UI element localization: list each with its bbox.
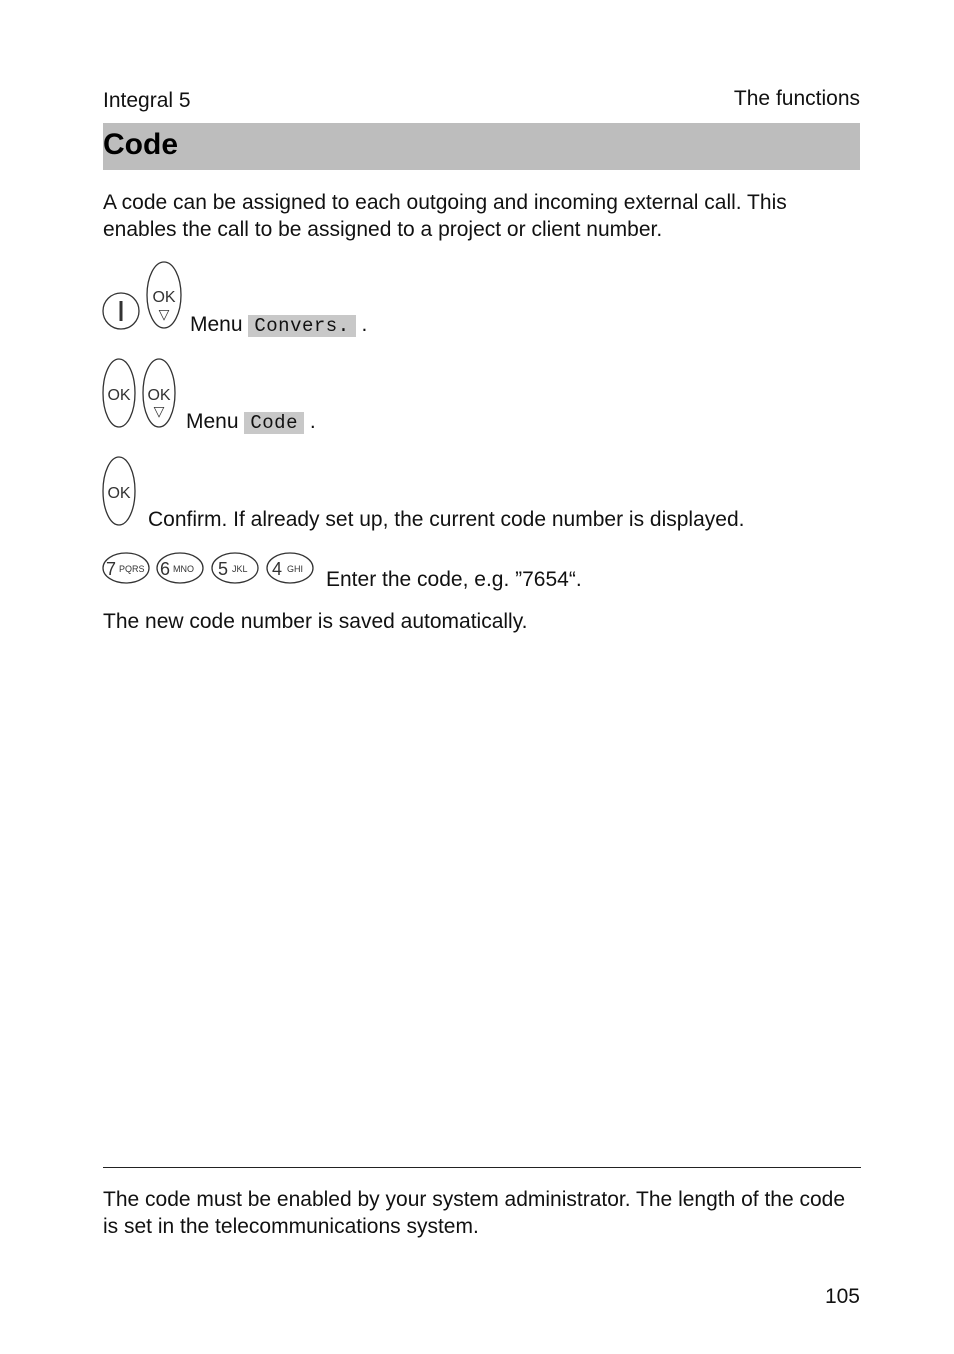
section-title-bar bbox=[103, 123, 860, 170]
step-4-text: Enter the code, e.g. ”7654“. bbox=[326, 568, 582, 591]
digit-7-key-icon bbox=[103, 553, 149, 583]
note-paragraph: The code must be enabled by your system administrator. The length of the code is set in the telecommunications system. bbox=[103, 1188, 846, 1238]
step-2-label: Menu bbox=[186, 410, 239, 433]
step-3-text: Confirm. If already set up, the current code number is displayed. bbox=[148, 508, 745, 531]
digit-4-key-icon bbox=[267, 553, 313, 583]
step-2-text bbox=[186, 410, 316, 434]
saved-paragraph: The new code number is saved automatically. bbox=[103, 610, 528, 633]
note-divider bbox=[103, 1167, 861, 1168]
step-4 bbox=[102, 552, 862, 592]
step-1-period: . bbox=[361, 313, 368, 336]
step-1-text bbox=[190, 313, 367, 337]
running-header-right: The functions bbox=[733, 87, 860, 110]
svg-text:OK: OK bbox=[152, 289, 176, 306]
step-1-keys bbox=[102, 261, 192, 336]
step-2-period: . bbox=[309, 410, 316, 433]
display-convers: Convers. bbox=[248, 315, 355, 337]
step-2-keys bbox=[102, 358, 192, 433]
intro-paragraph: A code can be assigned to each outgoing and incoming external call. This enables the call to be assigned to a project or client number. bbox=[103, 191, 787, 241]
svg-text:▽: ▽ bbox=[158, 306, 170, 322]
svg-text:OK: OK bbox=[107, 387, 131, 404]
digit-6-key-icon bbox=[157, 553, 203, 583]
step-3-keys bbox=[102, 456, 142, 528]
svg-text:5: 5 bbox=[218, 559, 229, 579]
svg-text:▽: ▽ bbox=[153, 403, 165, 419]
step-1 bbox=[102, 261, 802, 341]
step-1-label: Menu bbox=[190, 313, 243, 336]
running-header-left: Integral 5 bbox=[103, 89, 191, 112]
svg-text:OK: OK bbox=[107, 485, 131, 502]
ok-key-icon bbox=[103, 457, 135, 525]
svg-text:GHI: GHI bbox=[287, 564, 304, 574]
page-number: 105 bbox=[824, 1285, 860, 1308]
ok-down-key-icon bbox=[147, 262, 181, 328]
hook-key-icon bbox=[103, 293, 139, 329]
svg-text:JKL: JKL bbox=[232, 564, 248, 574]
svg-text:4: 4 bbox=[272, 559, 283, 579]
ok-key-icon bbox=[103, 359, 135, 427]
svg-text:OK: OK bbox=[147, 387, 171, 404]
svg-text:7: 7 bbox=[106, 559, 117, 579]
svg-text:6: 6 bbox=[160, 559, 171, 579]
svg-text:MNO: MNO bbox=[173, 564, 194, 574]
section-title: Code bbox=[103, 128, 178, 161]
svg-text:PQRS: PQRS bbox=[119, 564, 145, 574]
digit-5-key-icon bbox=[212, 553, 258, 583]
step-3 bbox=[102, 456, 862, 536]
display-code: Code bbox=[244, 412, 304, 434]
ok-down-key-icon bbox=[143, 359, 175, 427]
step-2 bbox=[102, 358, 802, 438]
step-4-keys bbox=[102, 552, 317, 588]
